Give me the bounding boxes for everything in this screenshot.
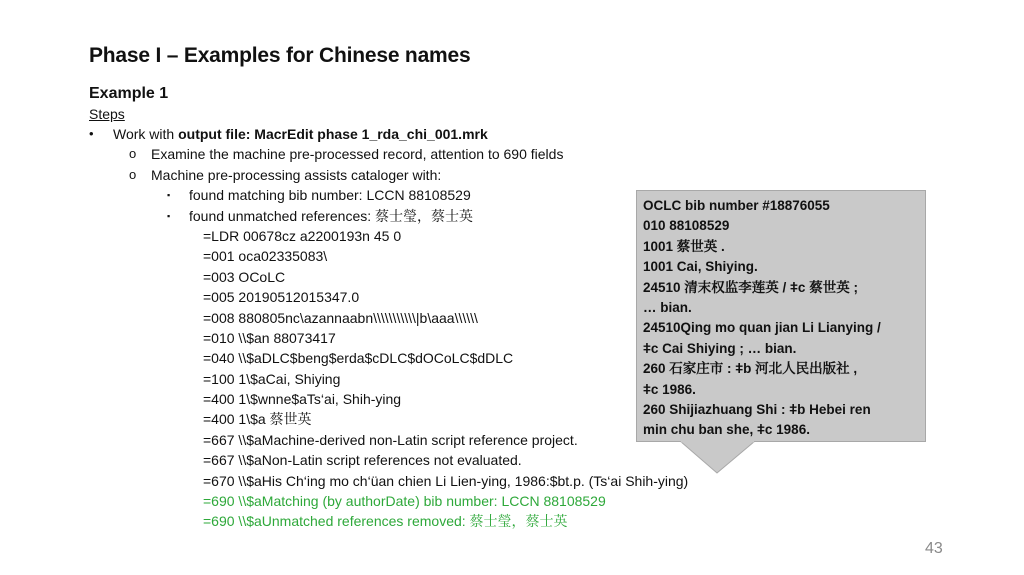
record-line: =001 oca02335083\ (203, 248, 328, 265)
slide-title: Phase I – Examples for Chinese names (89, 44, 471, 67)
bullet-text: found matching bib number: LCCN 88108529 (189, 187, 471, 204)
bullet-square-icon: ▪ (167, 190, 171, 201)
callout-line: 010 88108529 (643, 218, 730, 234)
bullet-item-examine (89, 144, 789, 164)
example-heading: Example 1 (89, 85, 169, 102)
page-number: 43 (925, 540, 943, 557)
record-line: =100 1\$aCai, Shiying (203, 370, 341, 387)
record-line: =003 OCoLC (203, 268, 286, 285)
callout-line: 260 石家庄市 : ǂb 河北人民出版社 , (643, 361, 858, 377)
callout-line: 260 Shijiazhuang Shi : ǂb Hebei ren (643, 402, 871, 418)
callout-line: 24510Qing mo quan jian Li Lianying / (643, 320, 881, 336)
output-file-name: output file: MacrEdit phase 1_rda_chi_001.mrk (178, 126, 488, 142)
record-line-highlighted: =690 \\$aMatching (by authorDate) bib number: LCCN 88108529 (203, 493, 606, 510)
bullet-item-preprocessing (89, 165, 789, 185)
record-line: =LDR 00678cz a2200193n 45 0 (203, 227, 402, 244)
record-line-highlighted: =690 \\$aUnmatched references removed: 蔡士瑩，蔡士英 (203, 513, 568, 530)
record-line: =005 20190512015347.0 (203, 289, 360, 306)
callout-line: 1001 Cai, Shiying. (643, 259, 758, 275)
record-line: =010 \\$an 88073417 (203, 329, 336, 346)
record-line: =400 1\$wnne$aTs‘ai, Shih-ying (203, 391, 402, 408)
bullet-dot-icon: • (89, 126, 94, 141)
callout-line: 24510 清末权监李莲英 / ǂc 蔡世英 ; (643, 279, 858, 295)
bullet-circle-icon: o (129, 166, 137, 182)
bullet-text: Machine pre-processing assists cataloger with: (151, 166, 442, 183)
callout-line: 1001 蔡世英 . (643, 238, 725, 254)
bullet-item-work-with (89, 124, 789, 144)
record-line: =400 1\$a 蔡世英 (203, 411, 312, 428)
callout-line: min chu ban she, ǂc 1986. (643, 422, 810, 438)
record-line: =670 \\$aHis Ch‘ing mo ch‘üan chien Li Lien-ying, 1986:$bt.p. (Ts‘ai Shih-ying) (203, 472, 689, 489)
callout-line: ǂc Cai Shiying ; … bian. (643, 340, 797, 356)
callout-line: ǂc 1986. (643, 381, 696, 397)
record-line: =667 \\$aMachine-derived non-Latin script reference project. (203, 431, 578, 448)
bullet-circle-icon: o (129, 146, 137, 162)
record-line: =667 \\$aNon-Latin script references not evaluated. (203, 452, 522, 469)
bullet-text: Work with (113, 126, 179, 142)
callout-line: … bian. (643, 300, 692, 316)
bullet-square-icon: ▪ (167, 210, 171, 221)
callout-line: OCLC bib number #18876055 (643, 198, 830, 213)
steps-label: Steps (89, 106, 125, 122)
record-line: =008 880805nc\azannaabn\\\\\\\\\\\|b\aaa\\\\\\ (203, 309, 478, 326)
oclc-callout-box (636, 190, 926, 442)
record-line: =040 \\$aDLC$beng$erda$cDLC$dOCoLC$dDLC (203, 350, 514, 367)
bullet-text: Examine the machine pre-processed record, attention to 690 fields (151, 146, 564, 163)
bullet-text: found unmatched references: 蔡士瑩，蔡士英 (189, 207, 474, 224)
callout-pointer-icon (680, 441, 760, 475)
